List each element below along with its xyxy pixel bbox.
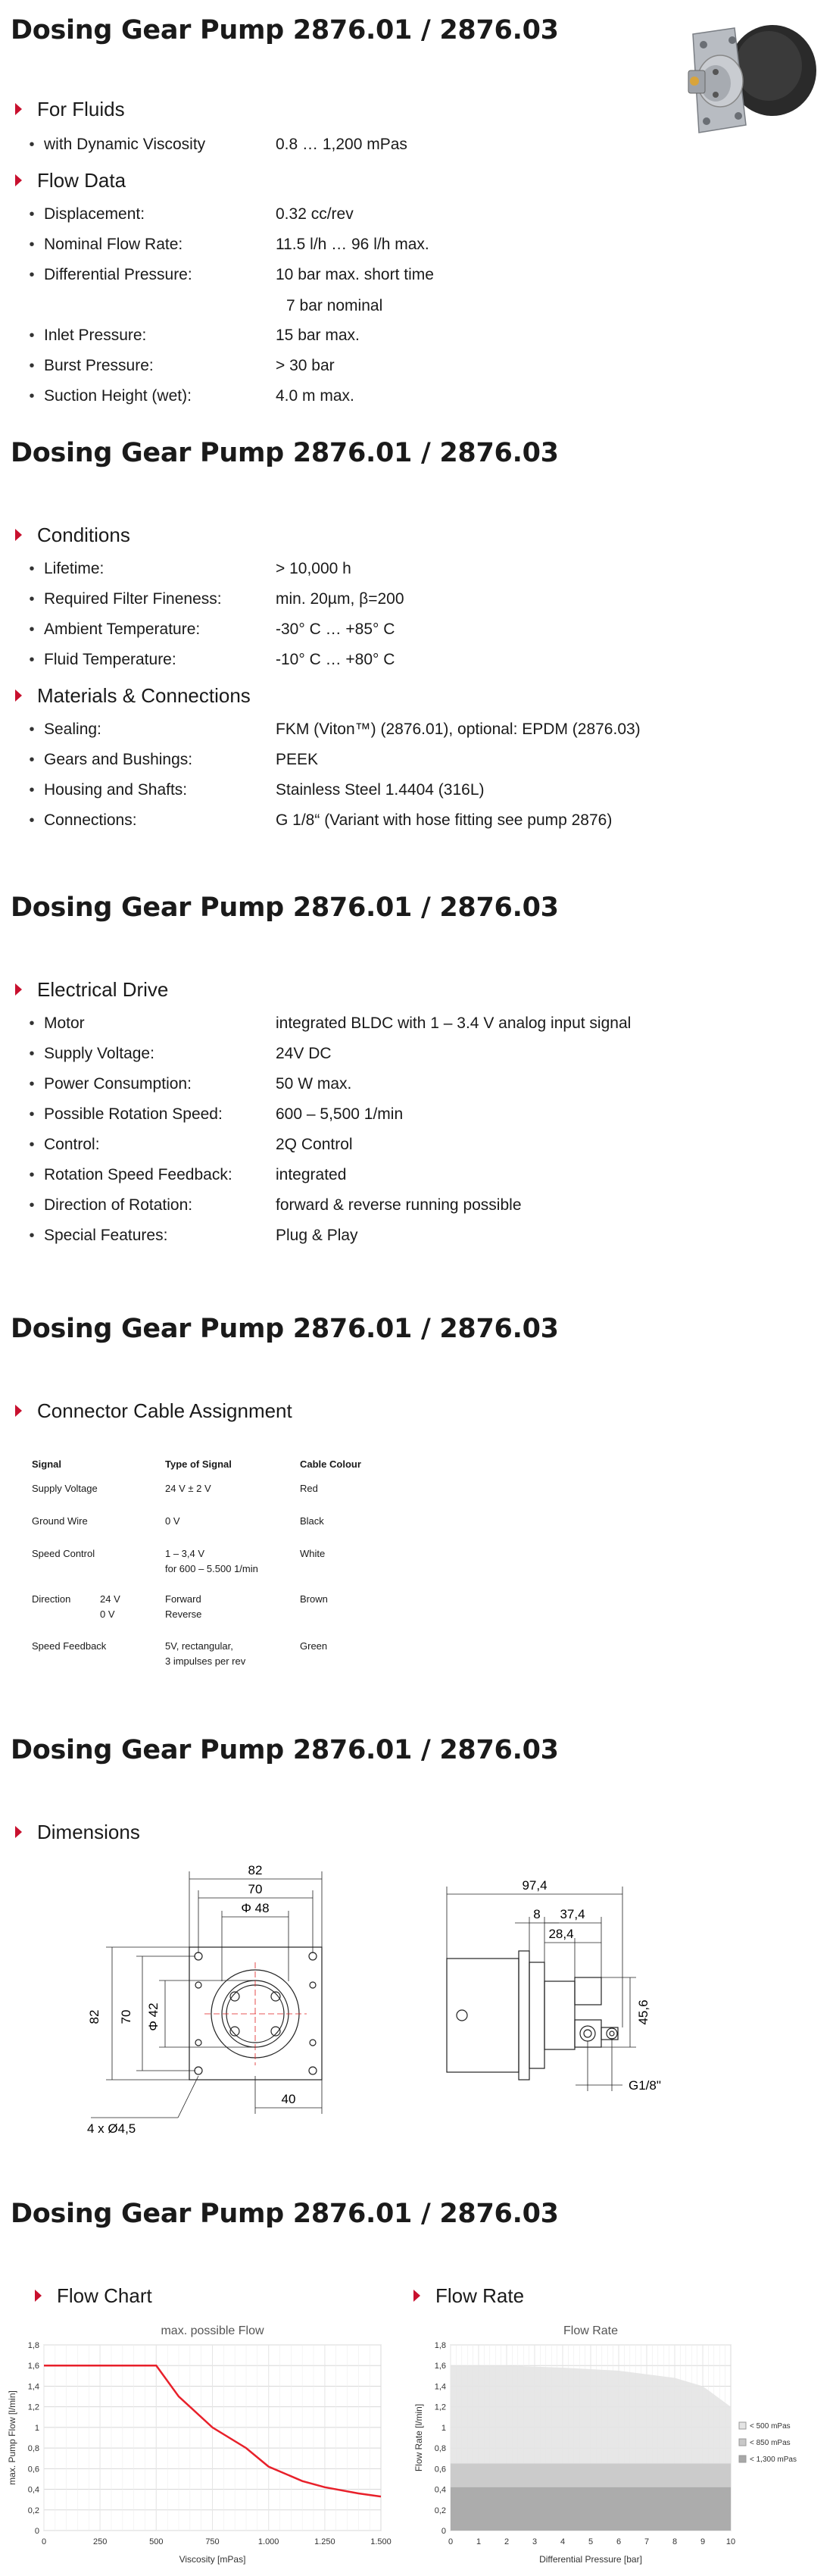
x-tick-label: 8 — [672, 2537, 678, 2546]
bullet-triangle-icon — [15, 1826, 22, 1838]
dim-label: 70 — [119, 2009, 133, 2024]
dim-label: 45,6 — [636, 1999, 650, 2025]
table-cell: 24 V — [100, 1593, 120, 1605]
page-title: Dosing Gear Pump 2876.01 / 2876.03 — [11, 893, 559, 923]
x-tick-label: 6 — [616, 2537, 622, 2546]
bullet-dot-icon: • — [29, 811, 35, 829]
bullet-dot-icon: • — [29, 1166, 35, 1183]
dim-label: 37,4 — [560, 1907, 585, 1921]
spec-row: • Required Filter Fineness: min. 20µm, β=200 — [11, 586, 404, 612]
table-cell: Forward — [165, 1593, 201, 1605]
table-cell: for 600 – 5.500 1/min — [165, 1563, 258, 1574]
table-header-type: Type of Signal — [165, 1458, 232, 1470]
spec-row: • Sealing: FKM (Viton™) (2876.01), optional: EPDM (2876.03) — [11, 717, 641, 742]
section-for-fluids: For Fluids — [11, 95, 125, 123]
bullet-dot-icon: • — [29, 590, 35, 608]
dim-label: G1/8" — [629, 2078, 661, 2093]
x-tick-label: 10 — [725, 2537, 736, 2546]
dim-label: Φ 42 — [146, 2002, 161, 2031]
x-tick-label: 1 — [476, 2537, 482, 2546]
spec-row: • Possible Rotation Speed: 600 – 5,500 1/min — [11, 1102, 403, 1127]
spec-continuation: 7 bar nominal — [286, 297, 383, 314]
y-tick-label: 1,4 — [27, 2382, 39, 2392]
legend-label: < 850 mPas — [750, 2439, 791, 2447]
y-tick-label: 1,2 — [27, 2402, 39, 2412]
dim-label: Φ 48 — [241, 1901, 270, 1915]
bullet-triangle-icon — [35, 2290, 42, 2302]
y-tick-label: 0 — [34, 2527, 39, 2536]
section-dimensions: Dimensions — [11, 1818, 140, 1846]
bullet-dot-icon: • — [29, 751, 35, 768]
y-tick-label: 1,8 — [434, 2341, 446, 2350]
spec-row: • Lifetime: > 10,000 h — [11, 556, 351, 582]
page-title: Dosing Gear Pump 2876.01 / 2876.03 — [11, 2199, 559, 2229]
page-title: Dosing Gear Pump 2876.01 / 2876.03 — [11, 1314, 559, 1344]
spec-row: • Burst Pressure: > 30 bar — [11, 353, 335, 379]
y-tick-label: 0,8 — [27, 2444, 39, 2454]
y-tick-label: 1,2 — [434, 2402, 446, 2412]
table-cell: Speed Feedback — [32, 1640, 107, 1652]
spec-row: • Suction Height (wet): 4.0 m max. — [11, 383, 354, 409]
table-cell: White — [300, 1548, 326, 1559]
section-connector-cable: Connector Cable Assignment — [11, 1397, 292, 1424]
spec-row: • Control: 2Q Control — [11, 1132, 353, 1158]
table-cell: Brown — [300, 1593, 328, 1605]
dimension-drawing-front — [45, 1849, 394, 2137]
page-title: Dosing Gear Pump 2876.01 / 2876.03 — [11, 15, 559, 45]
x-tick-label: 0 — [41, 2537, 47, 2546]
bullet-dot-icon: • — [29, 1227, 35, 1244]
y-tick-label: 1,4 — [434, 2382, 446, 2392]
section-materials-connections: Materials & Connections — [11, 682, 251, 709]
bullet-triangle-icon — [15, 983, 22, 996]
spec-row: • Housing and Shafts: Stainless Steel 1.4404 (316L) — [11, 777, 485, 803]
bullet-dot-icon: • — [29, 651, 35, 668]
y-axis-label: max. Pump Flow [l/min] — [7, 2390, 17, 2485]
y-tick-label: 0,4 — [27, 2485, 39, 2495]
table-cell: 0 V — [100, 1608, 115, 1620]
y-tick-label: 1,6 — [27, 2362, 39, 2371]
bullet-triangle-icon — [15, 103, 22, 115]
section-flow-data: Flow Data — [11, 167, 126, 194]
bullet-dot-icon: • — [29, 1045, 35, 1062]
spec-row: • Motor integrated BLDC with 1 – 3.4 V analog input signal — [11, 1011, 631, 1036]
x-tick-label: 1.250 — [314, 2537, 335, 2546]
spec-row: • Gears and Bushings: PEEK — [11, 747, 318, 773]
y-tick-label: 1,6 — [434, 2362, 446, 2371]
dim-label: 70 — [248, 1882, 263, 1896]
bullet-dot-icon: • — [29, 327, 35, 344]
chart-title: max. possible Flow — [161, 2324, 264, 2337]
x-tick-label: 5 — [588, 2537, 594, 2546]
table-cell: 1 – 3,4 V — [165, 1548, 205, 1559]
dim-label: 97,4 — [522, 1878, 548, 1893]
table-cell: Speed Control — [32, 1548, 95, 1559]
x-tick-label: 1.500 — [370, 2537, 392, 2546]
bullet-dot-icon: • — [29, 1196, 35, 1214]
y-tick-label: 0,8 — [434, 2444, 446, 2454]
y-tick-label: 0,2 — [27, 2506, 39, 2515]
spec-row: • with Dynamic Viscosity 0.8 … 1,200 mPas — [11, 132, 407, 158]
dim-label: 4 x Ø4,5 — [87, 2121, 136, 2136]
dim-label: 8 — [533, 1907, 541, 1921]
section-flow-chart: Flow Chart — [30, 2282, 152, 2309]
table-cell: Black — [300, 1515, 324, 1527]
y-tick-label: 1,8 — [27, 2341, 39, 2350]
spec-row: • Power Consumption: 50 W max. — [11, 1071, 351, 1097]
table-cell: Reverse — [165, 1608, 202, 1620]
page-title: Dosing Gear Pump 2876.01 / 2876.03 — [11, 1735, 559, 1765]
table-header-signal: Signal — [32, 1458, 62, 1470]
dim-label: 82 — [248, 1863, 263, 1877]
spec-row: • Direction of Rotation: forward & reverse running possible — [11, 1193, 522, 1218]
legend-swatch — [739, 2456, 746, 2462]
x-tick-label: 9 — [700, 2537, 706, 2546]
legend-swatch — [739, 2439, 746, 2446]
section-flow-rate: Flow Rate — [409, 2282, 524, 2309]
series-area — [451, 2487, 731, 2531]
x-tick-label: 4 — [560, 2537, 566, 2546]
x-tick-label: 3 — [532, 2537, 538, 2546]
y-tick-label: 0,6 — [27, 2465, 39, 2474]
bullet-triangle-icon — [15, 529, 22, 541]
bullet-dot-icon: • — [29, 1075, 35, 1093]
bullet-dot-icon: • — [29, 721, 35, 738]
flow-chart — [0, 2315, 401, 2572]
y-tick-label: 0,4 — [434, 2485, 446, 2495]
bullet-dot-icon: • — [29, 1105, 35, 1123]
spec-row: • Nominal Flow Rate: 11.5 l/h … 96 l/h max. — [11, 232, 429, 258]
spec-row: • Special Features: Plug & Play — [11, 1223, 358, 1249]
spec-row: • Differential Pressure: 10 bar max. short time — [11, 262, 434, 288]
bullet-dot-icon: • — [29, 560, 35, 577]
dim-label: 28,4 — [548, 1927, 574, 1941]
x-axis-label: Viscosity [mPas] — [179, 2554, 246, 2565]
page-1 — [0, 0, 833, 405]
x-tick-label: 750 — [205, 2537, 220, 2546]
x-tick-label: 1.000 — [257, 2537, 279, 2546]
legend-swatch — [739, 2422, 746, 2429]
spec-row: • Displacement: 0.32 cc/rev — [11, 202, 354, 227]
legend-label: < 500 mPas — [750, 2422, 791, 2431]
section-conditions: Conditions — [11, 521, 130, 549]
y-tick-label: 0 — [441, 2527, 446, 2536]
bullet-dot-icon: • — [29, 1136, 35, 1153]
bullet-triangle-icon — [15, 174, 22, 186]
table-cell: Supply Voltage — [32, 1483, 98, 1494]
y-tick-label: 1 — [34, 2423, 39, 2433]
table-header-colour: Cable Colour — [300, 1458, 361, 1470]
pump-photo — [678, 11, 822, 148]
table-cell: Green — [300, 1640, 328, 1652]
bullet-dot-icon: • — [29, 781, 35, 799]
spec-row: • Supply Voltage: 24V DC — [11, 1041, 332, 1067]
bullet-dot-icon: • — [29, 387, 35, 405]
bullet-triangle-icon — [15, 1405, 22, 1417]
x-tick-label: 250 — [92, 2537, 108, 2546]
spec-row: • Fluid Temperature: -10° C … +80° C — [11, 647, 395, 673]
legend-label: < 1,300 mPas — [750, 2456, 797, 2464]
spec-row: • Connections: G 1/8“ (Variant with hose fitting see pump 2876) — [11, 808, 612, 833]
spec-row: • Inlet Pressure: 15 bar max. — [11, 323, 360, 349]
table-cell: 24 V ± 2 V — [165, 1483, 211, 1494]
x-tick-label: 0 — [448, 2537, 454, 2546]
bullet-dot-icon: • — [29, 357, 35, 374]
bullet-triangle-icon — [15, 689, 22, 702]
dimension-drawing-side — [424, 1849, 727, 2137]
x-axis-label: Differential Pressure [bar] — [539, 2554, 642, 2565]
table-cell: 0 V — [165, 1515, 180, 1527]
table-cell: 3 impulses per rev — [165, 1655, 246, 1667]
x-tick-label: 500 — [149, 2537, 164, 2546]
bullet-dot-icon: • — [29, 1014, 35, 1032]
page-title: Dosing Gear Pump 2876.01 / 2876.03 — [11, 438, 559, 468]
flow-rate-chart — [409, 2315, 833, 2572]
y-tick-label: 0,6 — [434, 2465, 446, 2474]
bullet-dot-icon: • — [29, 205, 35, 223]
section-electrical-drive: Electrical Drive — [11, 976, 168, 1003]
y-tick-label: 1 — [441, 2423, 446, 2433]
table-cell: Ground Wire — [32, 1515, 88, 1527]
table-cell: 5V, rectangular, — [165, 1640, 233, 1652]
bullet-dot-icon: • — [29, 136, 35, 153]
dim-label: 40 — [281, 2092, 296, 2106]
chart-title: Flow Rate — [563, 2324, 619, 2337]
y-tick-label: 0,2 — [434, 2506, 446, 2515]
dim-label: 82 — [87, 2009, 101, 2024]
y-axis-label: Flow Rate [l/min] — [413, 2403, 424, 2472]
x-tick-label: 7 — [644, 2537, 650, 2546]
x-tick-label: 2 — [504, 2537, 510, 2546]
bullet-dot-icon: • — [29, 266, 35, 283]
bullet-dot-icon: • — [29, 236, 35, 253]
table-cell: Direction — [32, 1593, 71, 1605]
bullet-dot-icon: • — [29, 621, 35, 638]
spec-row: • Ambient Temperature: -30° C … +85° C — [11, 617, 395, 642]
spec-row: • Rotation Speed Feedback: integrated — [11, 1162, 346, 1188]
table-cell: Red — [300, 1483, 318, 1494]
bullet-triangle-icon — [413, 2290, 420, 2302]
